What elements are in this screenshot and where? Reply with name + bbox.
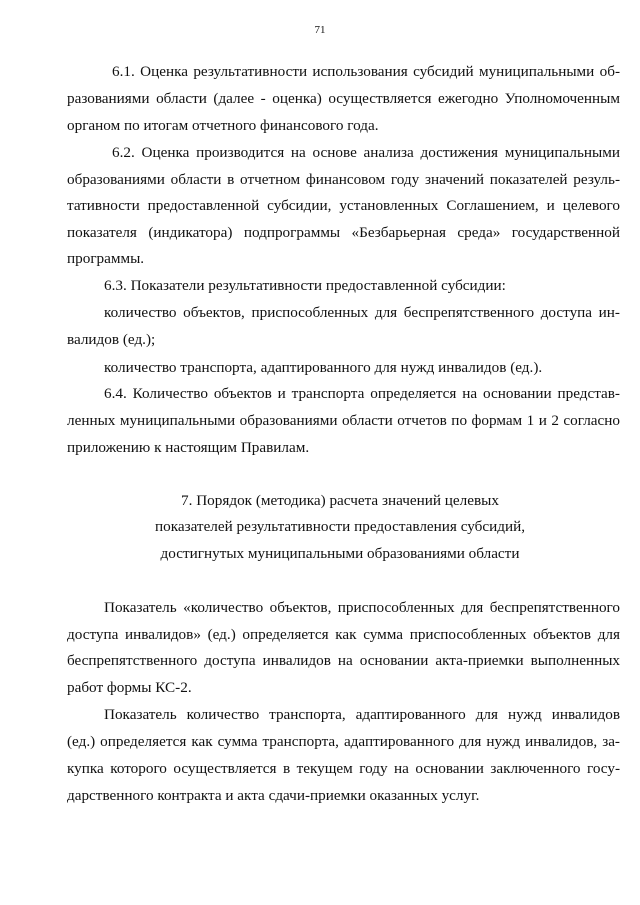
p6-4-line-2: ленных муниципальными образованиями области отчетов по формам 1 и 2 согласно <box>67 412 620 429</box>
p6-2-line-2: образованиями области в отчетном финансовом году значений показателей резуль- <box>67 171 620 188</box>
p7-2-line-3: купка которого осуществляется в текущем году на основании заключенного госу- <box>67 760 620 777</box>
p6-4-line-1: 6.4. Количество объектов и транспорта определяется на основании представ- <box>104 385 620 402</box>
p7-2-line-1: Показатель количество транспорта, адаптированного для нужд инвалидов <box>104 706 620 723</box>
p6-2-line-3: тативности предоставленной субсидии, установленных Соглашением, и целевого <box>67 197 620 214</box>
p7-2-line-2: (ед.) определяется как сумма транспорта, адаптированного для нужд инвалидов, за- <box>67 733 620 750</box>
p6-1-line-2: разованиями области (далее - оценка) осуществляется ежегодно Уполномоченным <box>67 90 620 107</box>
page-number: 71 <box>314 24 326 36</box>
p6-2-line-5: программы. <box>67 250 145 267</box>
section-7-heading-line-3: достигнутых муниципальными образованиями области <box>160 545 520 562</box>
p6-1-line-3: органом по итогам отчетного финансового года. <box>67 117 379 134</box>
p7-1-line-1: Показатель «количество объектов, приспособленных для беспрепятственного <box>104 599 620 616</box>
section-7-heading-line-1: 7. Порядок (методика) расчета значений целевых <box>181 492 499 509</box>
p6-4-line-3: приложению к настоящим Правилам. <box>67 439 310 456</box>
p6-3-line-3: валидов (ед.); <box>67 331 156 348</box>
p6-2-line-1: 6.2. Оценка производится на основе анализа достижения муниципальными <box>112 144 620 161</box>
section-7-heading-line-2: показателей результативности предоставления субсидий, <box>154 518 526 535</box>
p7-1-line-2: доступа инвалидов» (ед.) определяется как сумма приспособленных объектов для <box>67 626 620 643</box>
p7-2-line-4: дарственного контракта и акта сдачи-приемки оказанных услуг. <box>67 787 480 804</box>
p6-3-line-4: количество транспорта, адаптированного для нужд инвалидов (ед.). <box>104 359 543 376</box>
p6-3-line-1: 6.3. Показатели результативности предоставленной субсидии: <box>104 277 506 294</box>
p7-1-line-4: работ формы КС-2. <box>67 679 192 696</box>
p7-1-line-3: беспрепятственного доступа инвалидов на основании акта-приемки выполненных <box>67 652 620 669</box>
p6-3-line-2: количество объектов, приспособленных для беспрепятственного доступа ин- <box>104 304 620 321</box>
p6-2-line-4: показателя (индикатора) подпрограммы «Безбарьерная среда» государственной <box>67 224 620 241</box>
p6-1-line-1: 6.1. Оценка результативности использования субсидий муниципальными об- <box>112 63 620 80</box>
